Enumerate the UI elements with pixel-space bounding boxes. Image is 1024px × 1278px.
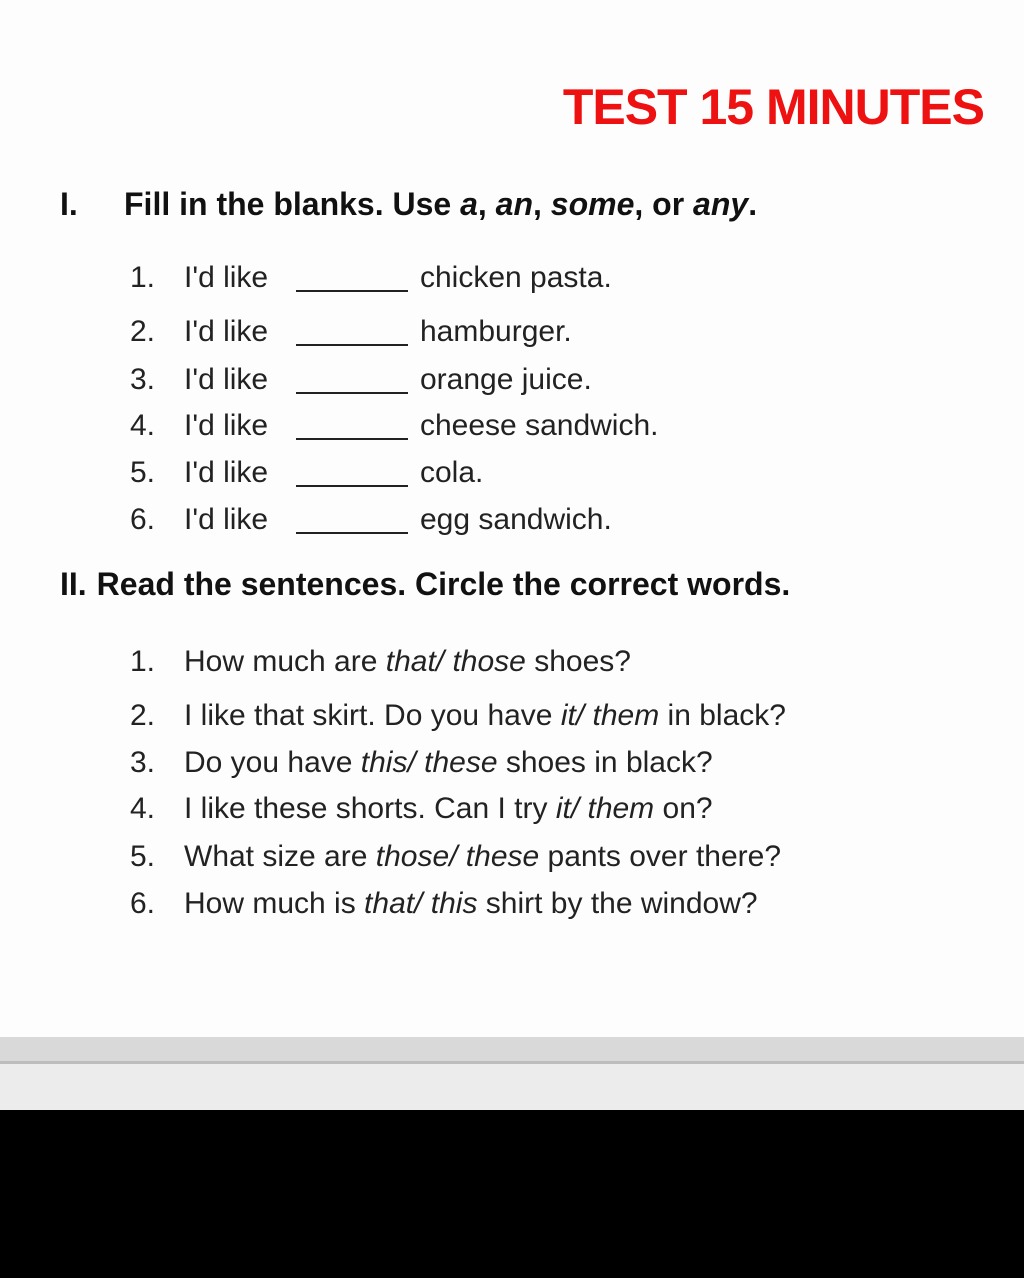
- separator: , or: [634, 186, 694, 222]
- item-tail: cola.: [420, 456, 484, 489]
- item-tail: orange juice.: [420, 363, 592, 396]
- page-shadow-bar: [0, 1037, 1024, 1061]
- item-sentence: [184, 837, 781, 877]
- sentence-before: I like that skirt. Do you have: [184, 699, 561, 732]
- item-number: 4.: [130, 409, 156, 442]
- test-title: TEST 15 MINUTES: [562, 79, 984, 135]
- word-choice[interactable]: that/ this: [364, 887, 478, 920]
- item-number: 1.: [130, 261, 156, 294]
- page-divider: [0, 1061, 1024, 1064]
- item-stem: I'd like: [184, 315, 269, 348]
- answer-blank[interactable]: [296, 485, 408, 487]
- option-any: any: [693, 186, 749, 222]
- item-number: 4.: [130, 792, 156, 825]
- sentence-before: How much is: [184, 887, 365, 920]
- section-2-number: II.: [60, 566, 87, 602]
- period: .: [748, 186, 758, 222]
- item-stem: I'd like: [184, 456, 269, 489]
- item-number: 3.: [130, 746, 156, 779]
- item-stem: I'd like: [184, 409, 269, 442]
- page-gap: [0, 1037, 1024, 1110]
- sentence-after: shoes in black?: [497, 746, 713, 779]
- section-1-instruction-prefix: Fill in the blanks. Use: [124, 186, 461, 222]
- item-sentence: [184, 884, 758, 924]
- item-number: 5.: [130, 456, 156, 489]
- item-tail: egg sandwich.: [420, 503, 612, 536]
- sentence-after: pants over there?: [539, 840, 782, 873]
- item-number: 6.: [130, 887, 156, 920]
- item-number: 5.: [130, 840, 156, 873]
- item-tail: hamburger.: [420, 315, 572, 348]
- answer-blank[interactable]: [296, 532, 408, 534]
- item-sentence: [184, 743, 713, 783]
- item-number: 1.: [130, 645, 156, 678]
- sentence-before: What size are: [184, 840, 376, 873]
- item-sentence: [184, 789, 713, 829]
- word-choice[interactable]: it/ them: [555, 792, 655, 825]
- section-2-instruction: Read the sentences. Circle the correct words.: [96, 566, 791, 602]
- item-sentence: [184, 696, 786, 736]
- sentence-after: shoes?: [525, 645, 631, 678]
- section-1-number: I.: [60, 186, 78, 222]
- sentence-after: on?: [654, 792, 713, 825]
- word-choice[interactable]: it/ them: [560, 699, 660, 732]
- option-some: some: [550, 186, 635, 222]
- sentence-after: in black?: [659, 699, 786, 732]
- item-stem: I'd like: [184, 261, 269, 294]
- answer-blank[interactable]: [296, 392, 408, 394]
- word-choice[interactable]: this/ these: [360, 746, 498, 779]
- section-1-heading: [60, 186, 757, 223]
- option-an: an: [495, 186, 533, 222]
- word-choice[interactable]: those/ these: [375, 840, 540, 873]
- separator: ,: [533, 186, 551, 222]
- sentence-before: How much are: [184, 645, 386, 678]
- sentence-after: shirt by the window?: [477, 887, 758, 920]
- item-stem: I'd like: [184, 503, 269, 536]
- item-tail: chicken pasta.: [420, 261, 612, 294]
- item-number: 3.: [130, 363, 156, 396]
- sentence-before: Do you have: [184, 746, 361, 779]
- section-2-heading: [60, 566, 790, 603]
- item-number: 2.: [130, 315, 156, 348]
- separator: ,: [477, 186, 496, 222]
- answer-blank[interactable]: [296, 344, 408, 346]
- item-stem: I'd like: [184, 363, 269, 396]
- answer-blank[interactable]: [296, 438, 408, 440]
- item-tail: cheese sandwich.: [420, 409, 659, 442]
- item-number: 2.: [130, 699, 156, 732]
- word-choice[interactable]: that/ those: [385, 645, 526, 678]
- item-number: 6.: [130, 503, 156, 536]
- option-a: a: [460, 186, 478, 222]
- item-sentence: [184, 642, 631, 682]
- answer-blank[interactable]: [296, 290, 408, 292]
- sentence-before: I like these shorts. Can I try: [184, 792, 556, 825]
